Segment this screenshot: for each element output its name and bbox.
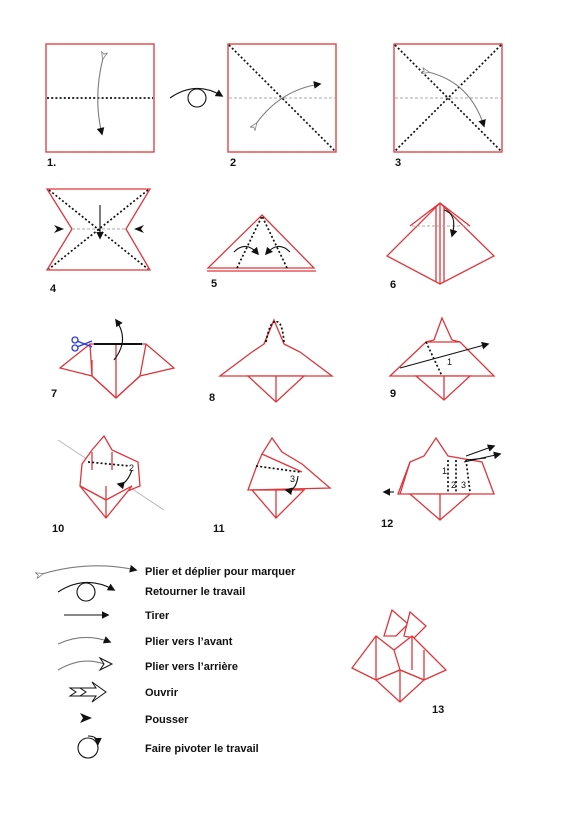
svg-text:Plier vers l’arrière: Plier vers l’arrière: [145, 661, 238, 673]
step-label: 7: [51, 388, 58, 400]
push-arrow-icon: [54, 225, 64, 233]
step-10: [52, 436, 164, 535]
step-label: 8: [209, 392, 216, 404]
svg-text:Ouvrir: Ouvrir: [145, 687, 179, 699]
step-11: [213, 438, 330, 535]
step-label: 13: [432, 704, 445, 716]
push-arrow-icon: [80, 713, 92, 723]
svg-text:Plier vers l’avant: Plier vers l’avant: [145, 636, 233, 648]
step-7: [51, 320, 174, 400]
svg-text:Retourner le travail: Retourner le travail: [145, 586, 246, 598]
mountain-fold-icon: [58, 661, 104, 670]
step-5: [207, 215, 316, 290]
rotate-icon: [78, 736, 98, 758]
step-label: 10: [52, 523, 65, 535]
step-9: [390, 318, 494, 400]
step-12: [381, 438, 500, 530]
legend-item: [80, 713, 189, 726]
legend-item: [58, 658, 238, 673]
step-label: 9: [390, 388, 397, 400]
inline-number: 1: [442, 466, 448, 476]
svg-text:Faire pivoter le travail: Faire pivoter le travail: [145, 743, 259, 755]
inline-number: 2: [129, 463, 135, 473]
legend-item: [64, 610, 170, 622]
svg-text:Tirer: Tirer: [145, 610, 170, 622]
step-label: 12: [381, 518, 394, 530]
inline-number: 2: [451, 480, 457, 490]
legend-item: [78, 736, 259, 758]
step-4: [47, 189, 150, 295]
legend-item: [70, 682, 179, 702]
step-label: 4: [50, 283, 57, 295]
step-label: 3: [395, 157, 402, 169]
step-6: [387, 203, 494, 291]
fold-unfold-icon: [42, 566, 136, 574]
svg-text:Pousser: Pousser: [145, 714, 189, 726]
open-arrow-icon: [70, 682, 106, 702]
valley-fold-icon: [58, 637, 110, 644]
svg-text:Plier et déplier pour marquer: Plier et déplier pour marquer: [145, 566, 296, 578]
legend-item: [42, 566, 296, 578]
legend: [42, 566, 296, 758]
step-label: 6: [390, 279, 397, 291]
step-2: [228, 44, 336, 169]
push-arrow-icon: [134, 225, 144, 233]
inline-number: 3: [461, 480, 467, 490]
turn-over-icon: [58, 582, 114, 601]
step-1: [46, 44, 154, 169]
inline-number: 3: [290, 474, 296, 484]
inline-number: 1: [447, 357, 453, 367]
step-label: 5: [211, 278, 218, 290]
step-3: [394, 44, 502, 169]
step-label: 1.: [47, 157, 57, 169]
step-8: [209, 320, 332, 404]
legend-item: [58, 636, 233, 648]
step-label: 11: [213, 523, 225, 535]
step-label: 2: [230, 157, 237, 169]
legend-item: [58, 582, 245, 601]
step-13: [352, 610, 446, 716]
turn-over-icon: [170, 88, 222, 107]
